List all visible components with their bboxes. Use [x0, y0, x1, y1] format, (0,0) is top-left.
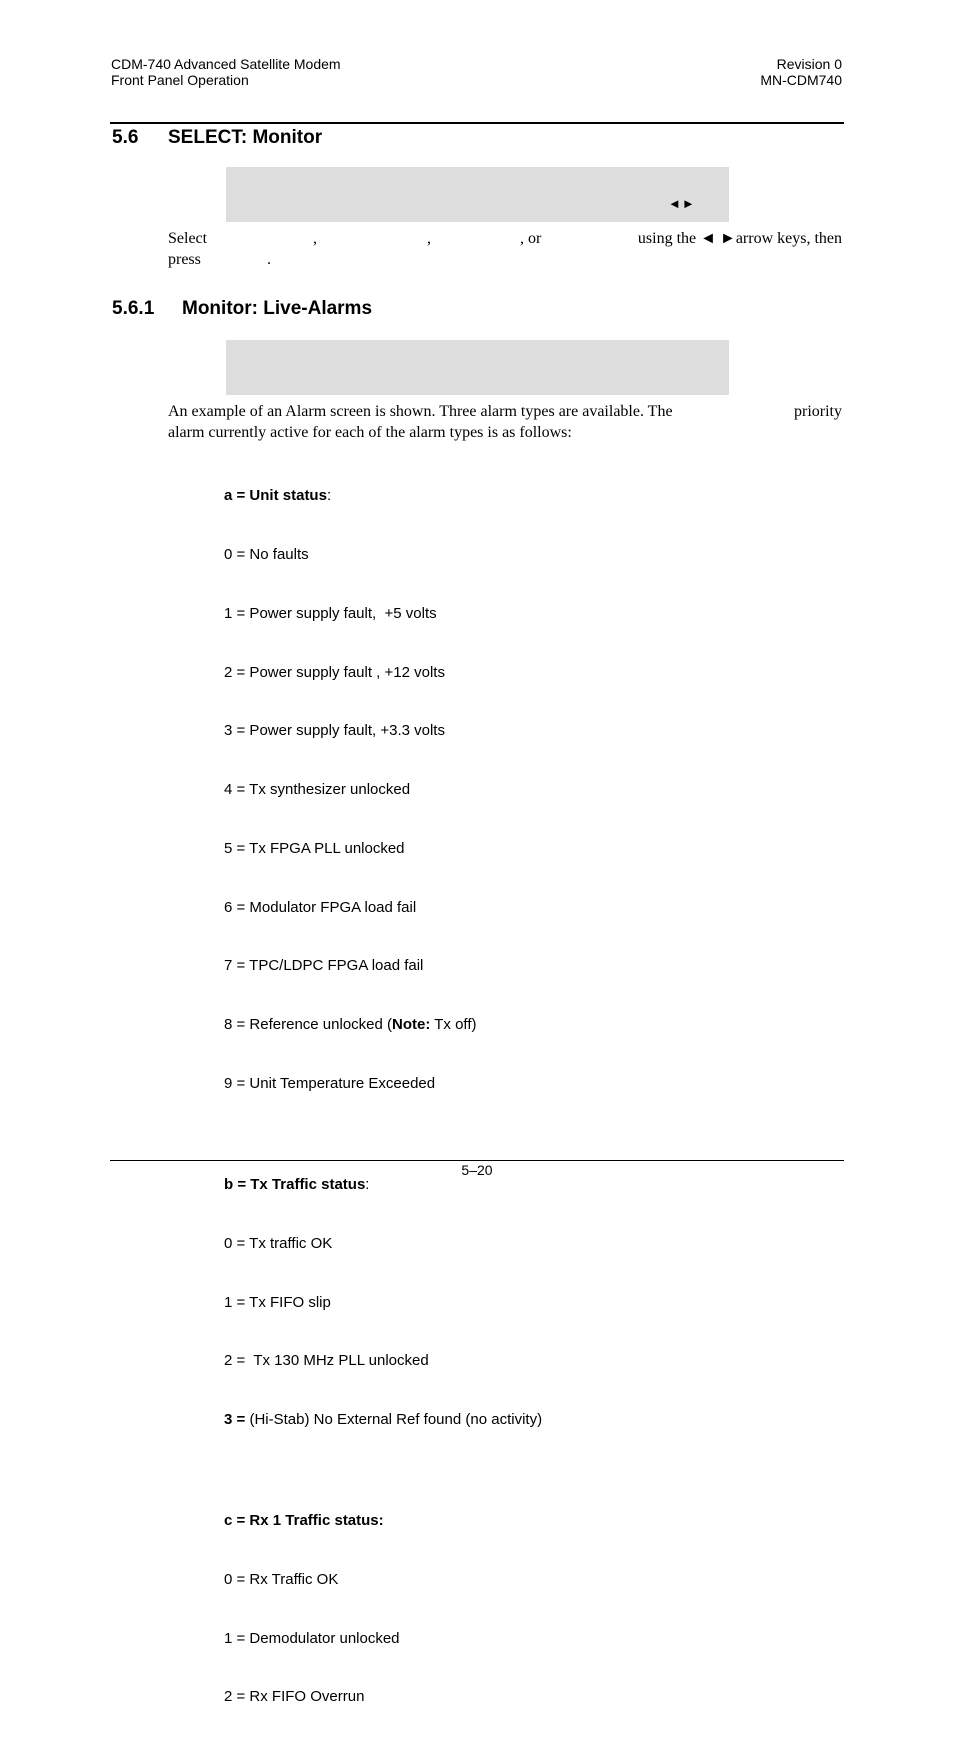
text-fragment: An example of an Alarm screen is shown. Three alarm types are available. The	[168, 403, 673, 420]
list-item: 3 = Power supply fault, +3.3 volts	[224, 722, 445, 740]
paragraph-alarm-intro	[168, 401, 842, 443]
list-item: 4 = Tx synthesizer unlocked	[224, 781, 411, 799]
text-line: alarm currently active for each of the alarm types is as follows:	[168, 424, 572, 441]
list-item: 1 = Tx FIFO slip	[224, 1293, 331, 1311]
section-heading-5-6	[112, 127, 323, 149]
running-header-right	[760, 56, 842, 88]
section-number: 5.6	[112, 127, 139, 148]
list-item: 0 = Rx Traffic OK	[224, 1570, 339, 1588]
section-title: Monitor: Live-Alarms	[182, 298, 373, 319]
list-item: 0 = Tx traffic OK	[224, 1234, 333, 1252]
lcd-display-live-alarms	[226, 340, 729, 395]
list-item: 8 = Reference unlocked (Note: Tx off)	[224, 1016, 477, 1034]
list-item: 5 = Tx FPGA PLL unlocked	[224, 839, 405, 857]
alarm-group-c	[224, 1472, 542, 1746]
header-doc-title: CDM-740 Advanced Satellite Modem	[111, 56, 341, 72]
text-fragment: ,	[427, 230, 431, 247]
alarm-group-label: b = Tx Traffic status:	[224, 1175, 370, 1193]
header-chapter: Front Panel Operation	[111, 72, 249, 88]
text-fragment: , or	[520, 230, 542, 247]
text-fragment: using the ◄ ►arrow keys, then	[637, 230, 842, 247]
alarm-group-a	[224, 447, 542, 1133]
lcd-arrow-icon: ◄►	[668, 196, 696, 211]
text-fragment: priority	[794, 403, 842, 420]
list-item: 2 = Power supply fault , +12 volts	[224, 663, 445, 681]
list-item: 7 = TPC/LDPC FPGA load fail	[224, 957, 424, 975]
alarm-group-label: c = Rx 1 Traffic status:	[224, 1512, 384, 1530]
list-item: 0 = No faults	[224, 545, 309, 563]
list-item: 2 = Tx 130 MHz PLL unlocked	[224, 1352, 429, 1370]
text-fragment: Select	[168, 230, 208, 247]
alarm-types-list	[224, 447, 542, 1746]
section-title: SELECT: Monitor	[168, 127, 323, 148]
list-item: 1 = Power supply fault, +5 volts	[224, 604, 437, 622]
footer-rule	[110, 1160, 844, 1161]
page-number: 5–20	[461, 1162, 493, 1178]
paragraph-select-monitor	[168, 228, 842, 270]
alarm-group-label: a = Unit status:	[224, 487, 332, 505]
section-number: 5.6.1	[112, 298, 155, 319]
list-item: 6 = Modulator FPGA load fail	[224, 898, 417, 916]
header-revision: Revision 0	[776, 56, 842, 72]
running-header-left	[111, 56, 341, 88]
header-rule	[110, 122, 844, 124]
text-fragment: press	[168, 251, 201, 268]
alarm-group-b	[224, 1136, 542, 1469]
list-item: 3 = (Hi-Stab) No External Ref found (no activity)	[224, 1411, 543, 1429]
list-item: 9 = Unit Temperature Exceeded	[224, 1075, 436, 1092]
header-doc-number: MN-CDM740	[760, 72, 842, 88]
list-item: 2 = Rx FIFO Overrun	[224, 1688, 365, 1706]
text-fragment: ,	[313, 230, 317, 247]
section-heading-5-6-1	[112, 298, 373, 320]
lcd-display-select-monitor	[226, 167, 729, 222]
list-item: 1 = Demodulator unlocked	[224, 1629, 400, 1647]
text-fragment: .	[267, 251, 271, 268]
